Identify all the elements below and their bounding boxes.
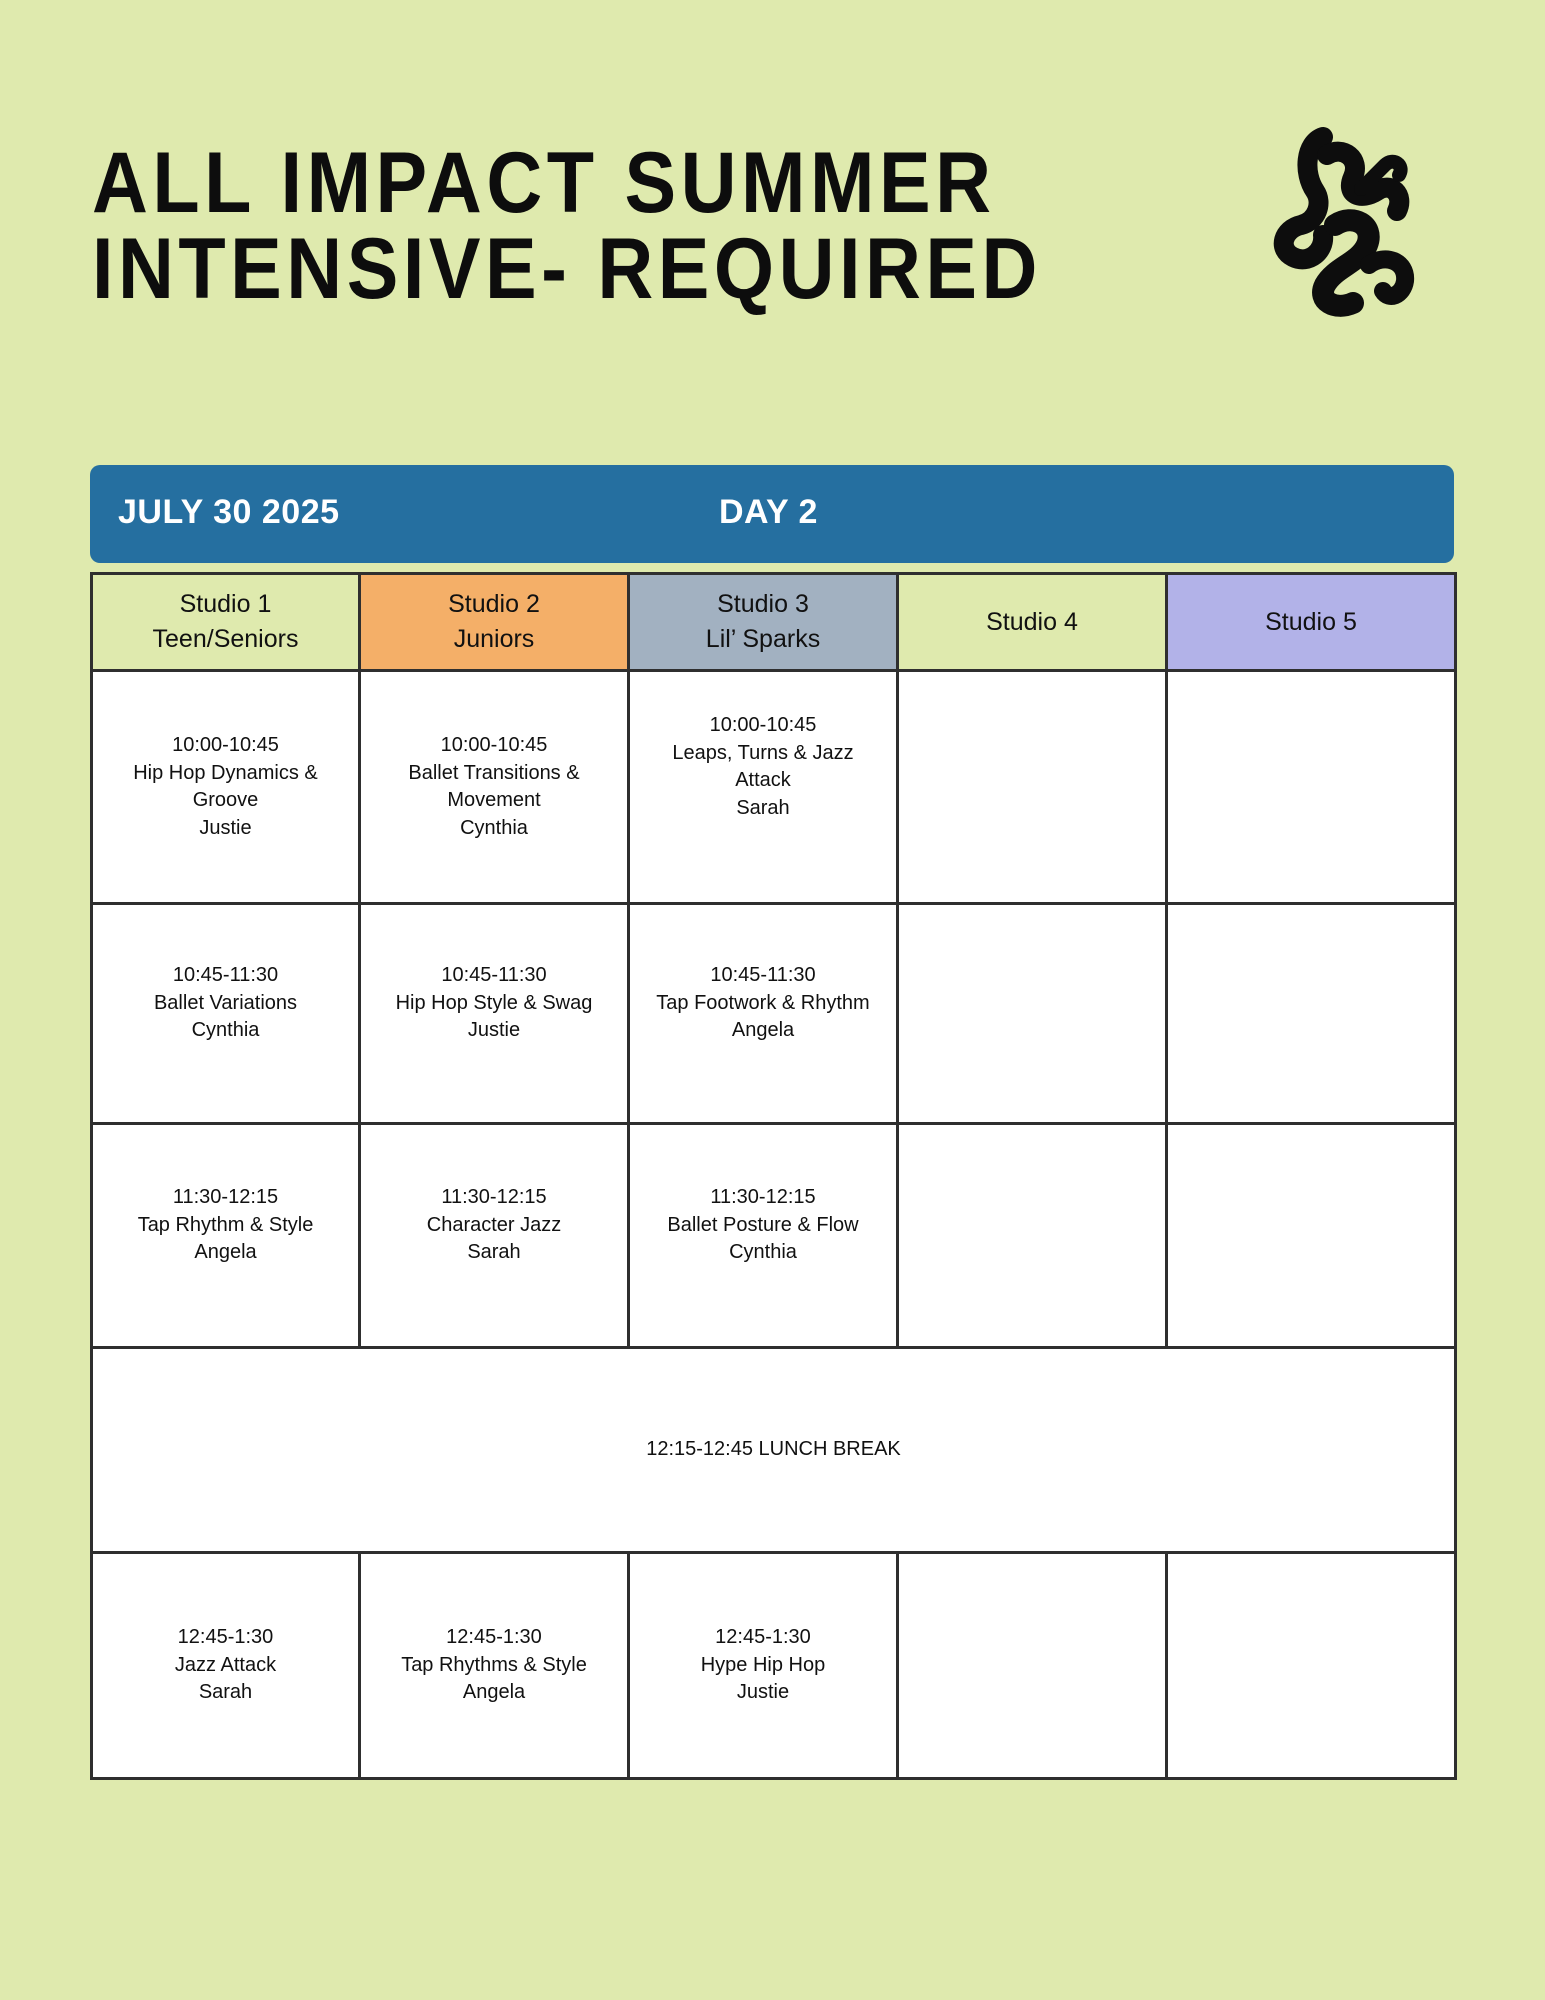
class-cell <box>360 904 629 1124</box>
lunch-break-label: 12:15-12:45 LUNCH BREAK <box>646 1438 901 1461</box>
class-title: Character Jazz <box>426 1213 562 1236</box>
class-cell <box>92 1124 360 1348</box>
class-title: Jazz Attack <box>174 1653 277 1676</box>
schedule-table <box>90 572 1457 1780</box>
schedule-date: JULY 30 2025 <box>118 493 340 531</box>
studio-name: Studio 2 <box>448 590 540 618</box>
empty-cell <box>1167 671 1456 904</box>
schedule-day: DAY 2 <box>719 493 818 531</box>
class-instructor: Justie <box>467 1019 521 1042</box>
class-title: Ballet Transitions & <box>408 761 580 784</box>
class-instructor: Sarah <box>198 1681 253 1704</box>
class-time: 10:45-11:30 <box>172 964 279 987</box>
class-cell <box>92 671 360 904</box>
class-cell <box>92 1553 360 1779</box>
dance-logo-mark-icon <box>1265 125 1420 320</box>
studio-header-1 <box>92 574 360 671</box>
empty-cell <box>898 1124 1167 1348</box>
class-title: Tap Footwork & Rhythm <box>656 991 870 1014</box>
class-time: 10:00-10:45 <box>172 734 279 756</box>
class-title: Tap Rhythm & Style <box>137 1213 314 1236</box>
class-time: 12:45-1:30 <box>446 1626 542 1649</box>
class-time: 11:30-12:15 <box>172 1186 279 1209</box>
class-time: 11:30-12:15 <box>710 1186 816 1209</box>
class-title: Tap Rhythms & Style <box>401 1653 587 1676</box>
class-title: Hype Hip Hop <box>700 1653 826 1676</box>
class-title-cont: Groove <box>192 789 259 811</box>
class-cell <box>92 904 360 1124</box>
lunch-break-cell <box>92 1348 1456 1553</box>
time-slot-row <box>92 1553 1456 1779</box>
class-time: 11:30-12:15 <box>441 1186 547 1209</box>
studio-name: Studio 1 <box>179 590 272 618</box>
empty-cell <box>898 904 1167 1124</box>
empty-cell <box>898 1553 1167 1779</box>
class-title-cont: Attack <box>735 769 791 791</box>
lunch-row <box>92 1348 1456 1553</box>
class-cell <box>629 671 898 904</box>
studio-group: Teen/Seniors <box>152 625 299 653</box>
studio-header-5 <box>1167 574 1456 671</box>
page-title <box>92 135 1042 317</box>
class-instructor: Angela <box>462 1681 526 1704</box>
time-slot-row <box>92 904 1456 1124</box>
class-instructor: Angela <box>194 1241 257 1264</box>
studio-group: Lil’ Sparks <box>705 625 821 653</box>
class-title: Leaps, Turns & Jazz <box>672 741 854 764</box>
empty-cell <box>898 671 1167 904</box>
class-instructor: Cynthia <box>191 1019 260 1042</box>
class-time: 12:45-1:30 <box>715 1626 811 1649</box>
class-instructor: Sarah <box>736 796 790 819</box>
class-time: 10:00-10:45 <box>709 714 817 736</box>
studio-header-2 <box>360 574 629 671</box>
class-instructor: Justie <box>736 1681 790 1704</box>
class-instructor: Cynthia <box>729 1241 797 1264</box>
class-title: Ballet Variations <box>153 991 298 1014</box>
class-instructor: Cynthia <box>460 816 528 839</box>
class-title-cont: Movement <box>447 789 541 811</box>
class-title: Ballet Posture & Flow <box>667 1213 859 1236</box>
class-cell <box>629 904 898 1124</box>
class-time: 12:45-1:30 <box>177 1626 274 1649</box>
class-instructor: Justie <box>199 816 252 839</box>
studio-header-row <box>92 574 1456 671</box>
empty-cell <box>1167 1553 1456 1779</box>
class-time: 10:45-11:30 <box>441 964 547 987</box>
class-instructor: Angela <box>731 1019 795 1042</box>
studio-header-4 <box>898 574 1167 671</box>
studio-name: Studio 3 <box>717 590 809 618</box>
class-cell <box>629 1553 898 1779</box>
class-time: 10:45-11:30 <box>710 964 816 987</box>
empty-cell <box>1167 1124 1456 1348</box>
studio-group: Juniors <box>453 625 535 653</box>
class-title: Hip Hop Dynamics & <box>133 761 318 784</box>
time-slot-row <box>92 1124 1456 1348</box>
class-cell <box>360 1553 629 1779</box>
studio-name: Studio 4 <box>986 607 1078 636</box>
class-cell <box>360 671 629 904</box>
title-line-2: INTENSIVE- REQUIRED <box>92 221 1042 317</box>
studio-name: Studio 5 <box>1265 607 1357 636</box>
class-cell <box>360 1124 629 1348</box>
class-title: Hip Hop Style & Swag <box>395 991 593 1014</box>
time-slot-row <box>92 671 1456 904</box>
empty-cell <box>1167 904 1456 1124</box>
class-time: 10:00-10:45 <box>440 734 548 756</box>
studio-header-3 <box>629 574 898 671</box>
class-cell <box>629 1124 898 1348</box>
title-line-1: ALL IMPACT SUMMER <box>92 135 996 231</box>
class-instructor: Sarah <box>467 1241 521 1264</box>
date-bar <box>90 465 1454 563</box>
